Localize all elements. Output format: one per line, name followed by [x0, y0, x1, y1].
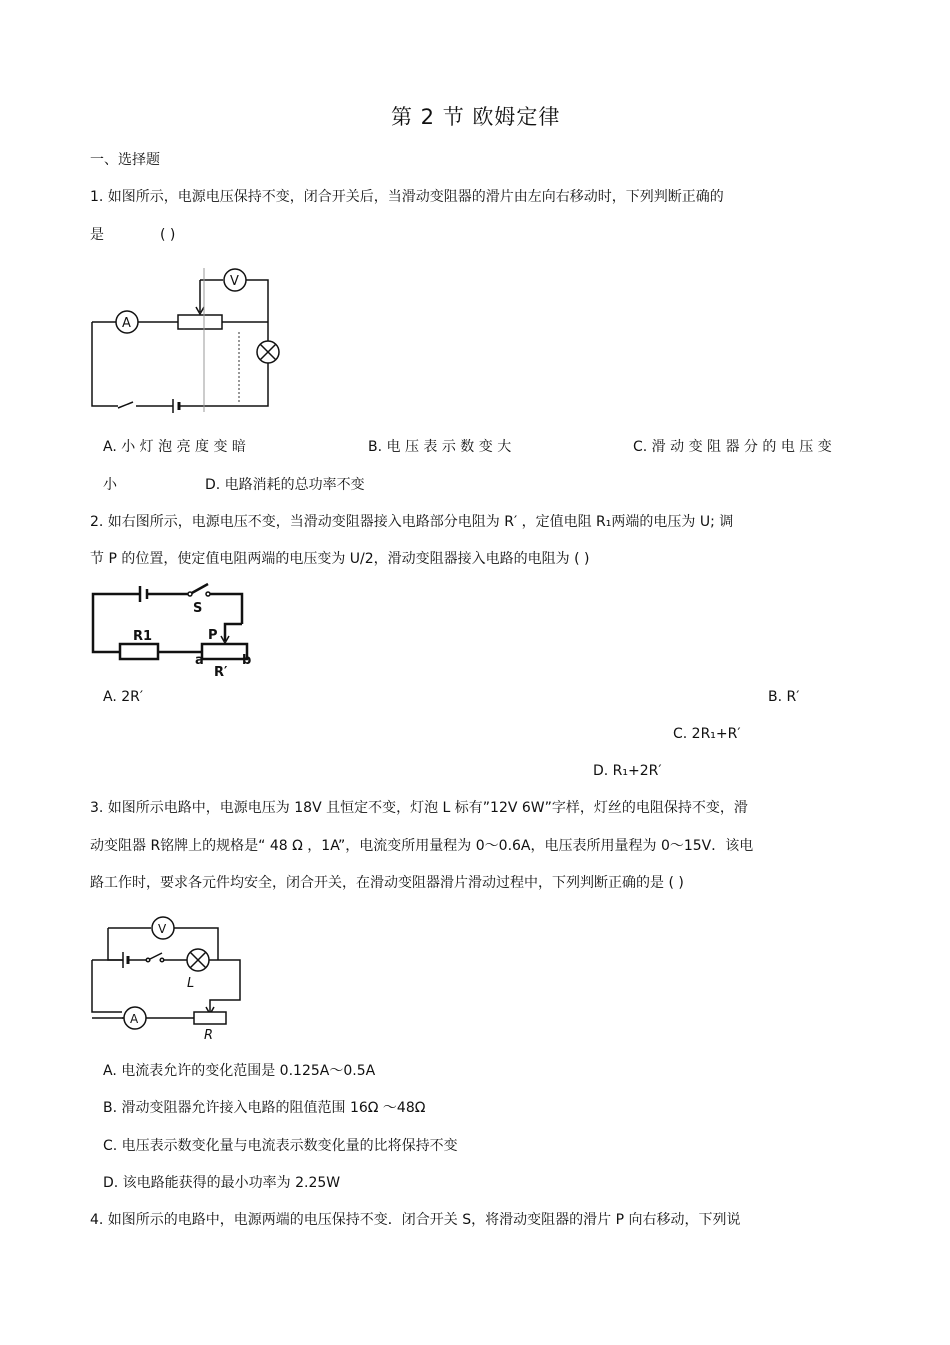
q3-option-c: C. 电压表示数变化量与电流表示数变化量的比将保持不变 [103, 1138, 458, 1154]
q1-option-c: C. 滑 动 变 阻 器 分 的 电 压 变 [633, 439, 832, 455]
q3-lamp-label: L [187, 976, 195, 991]
q1-stem-line2: 是 [90, 227, 104, 243]
q2-option-a: A. 2R′ [103, 689, 144, 705]
q3-rheostat [194, 1012, 226, 1024]
q3-option-b: B. 滑动变阻器允许接入电路的阻值范围 16Ω ～48Ω [103, 1100, 426, 1116]
q2-switch-label: S [193, 601, 203, 616]
q1-option-b: B. 电 压 表 示 数 变 大 [368, 439, 512, 455]
page-title: 第 2 节 欧姆定律 [391, 105, 561, 129]
q3-stem-line3: 路工作时，要求各元件均安全，闭合开关，在滑动变阻器滑片滑动过程中，下列判断正确的是 ( ) [90, 875, 684, 891]
section-heading: 一、选择题 [90, 152, 160, 168]
q1-option-d: D. 电路消耗的总功率不变 [205, 477, 365, 493]
q2-stem-line2: 节 P 的位置，使定值电阻两端的电压变为 U/2，滑动变阻器接入电路的电阻为 ( ) [90, 551, 590, 567]
q2-option-b: B. R′ [768, 689, 800, 705]
q1-switch [118, 402, 133, 408]
q3-option-d: D. 该电路能获得的最小功率为 2.25W [103, 1175, 341, 1191]
q2-option-d: D. R₁+2R′ [593, 763, 662, 779]
q3-rheostat-label: R [204, 1028, 214, 1043]
q2-b-label: b [242, 653, 252, 668]
q2-switch [190, 584, 208, 594]
q3-voltmeter-label: V [158, 922, 167, 936]
q2-r1-label: R1 [133, 629, 153, 644]
q3-ammeter-label: A [130, 1012, 139, 1026]
q2-rheostat [202, 644, 247, 659]
q3-stem-line1: 3. 如图所示电路中，电源电压为 18V 且恒定不变，灯泡 L 标有”12V 6W”字样，灯丝的电阻保持不变，滑 [90, 800, 748, 816]
q2-resistor-r1 [120, 644, 158, 659]
q3-circuit-diagram [88, 912, 248, 1042]
q1-rheostat [178, 315, 222, 329]
q1-option-a: A. 小 灯 泡 亮 度 变 暗 [103, 439, 246, 455]
q1-answer-blank: ( ) [160, 227, 176, 243]
q4-stem-line1: 4. 如图所示的电路中，电源两端的电压保持不变．闭合开关 S，将滑动变阻器的滑片 P 向右移动，下列说 [90, 1212, 741, 1228]
q1-option-c-cont: 小 [103, 477, 117, 493]
q3-option-a: A. 电流表允许的变化范围是 0.125A～0.5A [103, 1063, 376, 1079]
q1-voltmeter-label: V [230, 274, 239, 289]
q2-a-label: a [195, 653, 204, 668]
q2-p-label: P [208, 628, 218, 643]
q1-ammeter-label: A [122, 316, 131, 331]
q1-circuit-diagram [88, 262, 288, 412]
q2-option-c: C. 2R₁+R′ [673, 726, 741, 742]
q1-stem-line1: 1. 如图所示，电源电压保持不变，闭合开关后，当滑动变阻器的滑片由左向右移动时，下列判断正确的 [90, 189, 724, 205]
q2-stem-line1: 2. 如右图所示，电源电压不变，当滑动变阻器接入电路部分电阻为 R′ ，定值电阻 R₁两端的电压为 U; 调 [90, 514, 734, 530]
q3-stem-line2: 动变阻器 R铭牌上的规格是“ 48 Ω ，1A”，电流变所用量程为 0～0.6A，电压表所用量程为 0～15V．该电 [90, 838, 754, 854]
q2-rprime-label: R′ [214, 665, 228, 680]
q2-circuit-diagram [90, 584, 265, 679]
